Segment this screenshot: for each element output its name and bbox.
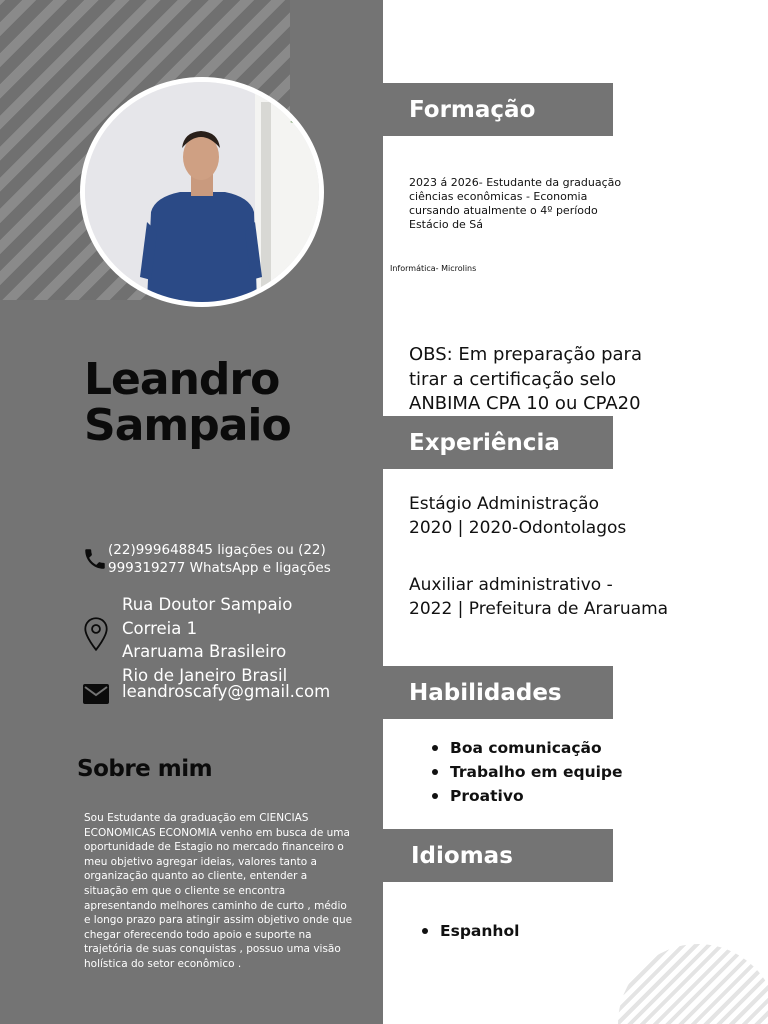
address-line: Araruama Brasileiro bbox=[122, 642, 287, 661]
email-address[interactable]: leandroscafy@gmail.com bbox=[122, 682, 331, 701]
first-name: Leandro bbox=[84, 354, 280, 405]
list-item: Trabalho em equipe bbox=[430, 760, 623, 784]
list-item: Boa comunicação bbox=[430, 736, 623, 760]
experience-item: Estágio Administração 2020 | 2020-Odontolagos bbox=[409, 494, 627, 538]
skills-list bbox=[430, 736, 623, 808]
location-pin-icon bbox=[82, 616, 110, 652]
address bbox=[122, 593, 292, 687]
languages-header: Idiomas bbox=[383, 829, 613, 882]
languages-list bbox=[420, 920, 519, 942]
certification-note: OBS: Em preparação para tirar a certificação selo ANBIMA CPA 10 ou CPA20 bbox=[409, 344, 642, 414]
phone-icon bbox=[82, 546, 108, 572]
address-line: Rua Doutor Sampaio bbox=[122, 595, 293, 614]
address-line: Correia 1 bbox=[122, 618, 198, 638]
list-item: Proativo bbox=[430, 784, 623, 808]
about-text: Sou Estudante da graduação em CIENCIAS ECONOMICAS ECONOMIA venho em busca de uma oportunidade de Estagio no mercado financeiro o meu objetivo agregar ideias, valores tanto a organização quanto ao cliente, entender a situação em que o cliente se encontra apresentando melhores caminho de curto , médio e longo prazo para atingir assim objetivo onde que chegar oferecendo todo apoio e suporte na trajetória de suas conquistas , possuo uma visão holística do setor econômico . bbox=[84, 812, 353, 970]
education-header: Formação bbox=[383, 83, 613, 136]
last-name: Sampaio bbox=[84, 400, 291, 451]
phone-line-1: (22)999648845 ligações ou (22) bbox=[108, 542, 326, 558]
about-title: Sobre mim bbox=[77, 756, 213, 782]
experience-item: Auxiliar administrativo - 2022 | Prefeitura de Araruama bbox=[409, 575, 669, 619]
profile-photo bbox=[85, 82, 319, 302]
skills-header: Habilidades bbox=[383, 666, 613, 719]
phone-line-2: 999319277 WhatsApp e ligações bbox=[108, 560, 331, 576]
education-extra: Informática- Microlins bbox=[390, 264, 477, 273]
experience-header: Experiência bbox=[383, 416, 613, 469]
envelope-icon bbox=[83, 684, 109, 704]
phone-numbers bbox=[108, 541, 358, 577]
list-item: Espanhol bbox=[420, 920, 519, 942]
education-text: 2023 á 2026- Estudante da graduação ciências econômicas - Economia cursando atualmente o 4º período Estácio de Sá bbox=[409, 176, 622, 231]
person-name bbox=[84, 354, 291, 451]
person-photo bbox=[85, 82, 319, 302]
address-line: Rio de Janeiro Brasil bbox=[122, 665, 288, 685]
decorative-stripes-bottom bbox=[608, 944, 768, 1024]
